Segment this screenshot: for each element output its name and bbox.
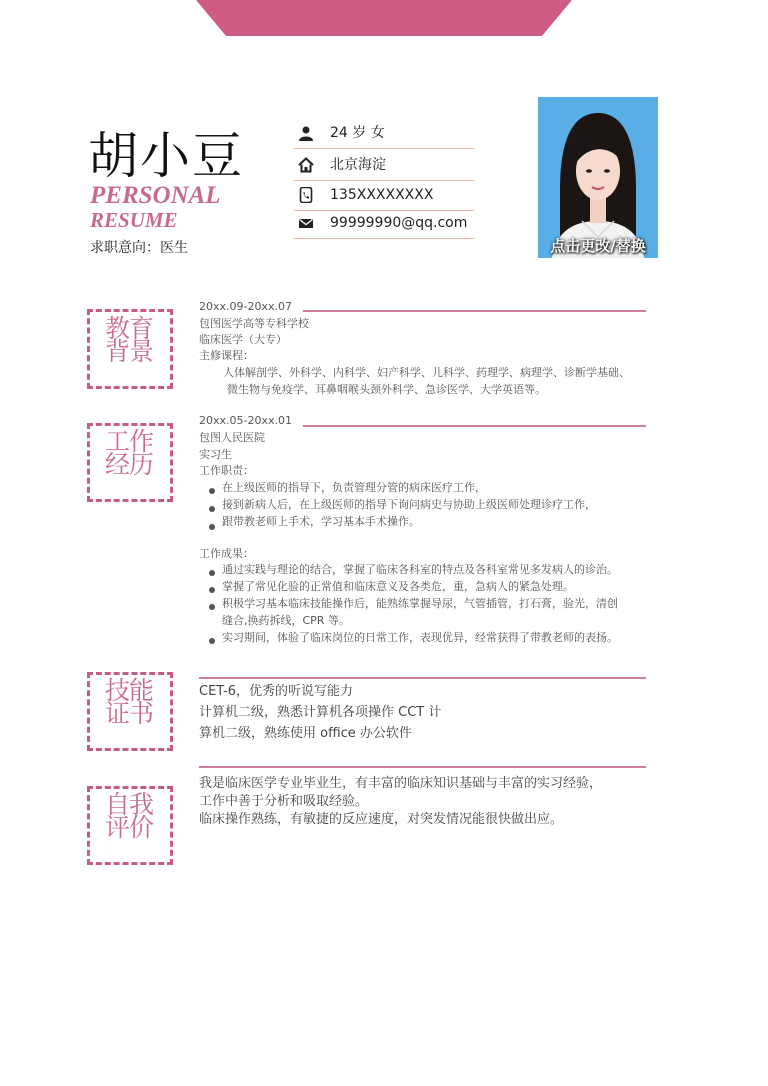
location: 北京海淀 [330,157,386,173]
work-section-label [87,423,173,502]
work-result-item-continued: 缝合,换药拆线，CPR 等。 [222,614,350,627]
home-icon [298,157,314,173]
skills-item: 计算机二级，熟悉计算机各项操作 CCT 计 [199,705,442,720]
email: 99999990@qq.com [330,215,468,231]
education-title-line1: 教育 [105,314,154,343]
self-evaluation-title-line2: 评价 [105,813,154,842]
skills-title-line1: 技能 [105,676,154,705]
bullet-dot [209,506,215,512]
self-evaluation-line: 我是临床医学专业毕业生，有丰富的临床知识基础与丰富的实习经验， [199,776,603,791]
work-duties-label: 工作职责： [199,464,254,477]
education-school: 包图医学高等专科学校 [199,317,309,330]
envelope-icon [298,215,314,231]
skills-section-label [87,672,173,751]
bullet-dot [209,570,215,576]
work-results-label: 工作成果： [199,547,254,560]
work-result-item: 掌握了常见化验的正常值和临床意义及各类危，重，急病人的紧急处理。 [222,580,574,593]
contact-age-row [294,119,474,149]
bullet-dot [209,604,215,610]
age-gender: 24 岁 女 [330,125,385,141]
job-intent: 求职意向：医生 [90,240,188,256]
portrait-illustration [538,97,658,258]
education-major: 临床医学（大专） [199,333,287,346]
self-evaluation-section-label [87,786,173,865]
self-evaluation-title-line1: 自我 [105,790,154,819]
phone-icon [298,187,314,203]
education-title-line2: 背景 [105,337,154,366]
skills-item: CET-6，优秀的听说写能力 [199,684,354,699]
phone: 135XXXXXXXX [330,187,434,203]
work-duty-item: 在上级医师的指导下，负责管理分管的病床医疗工作， [222,481,486,494]
bullet-dot [209,587,215,593]
skills-title-line2: 证书 [105,699,154,728]
work-duty-item: 跟带教老师上手术，学习基本手术操作。 [222,515,420,528]
work-title-line1: 工作 [105,427,154,456]
work-date: 20xx.05-20xx.01 [199,414,292,427]
work-org: 包图人民医院 [199,431,265,444]
work-result-item: 通过实践与理论的结合，掌握了临床各科室的特点及各科室常见多发病人的诊治。 [222,563,618,576]
education-courses-line2: 微生物与免疫学、耳鼻咽喉头颈外科学、急诊医学、大学英语等。 [227,383,546,396]
education-divider [303,310,646,312]
photo-replace-caption[interactable]: 点击更改/替换 [550,237,646,255]
candidate-name: 胡小豆 [88,127,244,185]
self-evaluation-divider [199,766,646,768]
bullet-dot [209,524,215,530]
education-date: 20xx.09-20xx.07 [199,300,292,313]
bullet-dot [209,638,215,644]
bullet-dot [209,488,215,494]
work-result-item: 实习期间，体验了临床岗位的日常工作，表现优异，经常获得了带教老师的表扬。 [222,631,618,644]
top-decoration-band [196,0,572,36]
self-evaluation-line: 临床操作熟练，有敏捷的反应速度，对突发情况能很快做出应。 [199,812,564,827]
education-section-label [87,309,173,389]
work-divider [303,425,646,427]
personal-heading: PERSONAL [90,182,221,209]
education-courses-label: 主修课程： [199,349,254,362]
self-evaluation-line: 工作中善于分析和吸取经验。 [199,794,369,809]
skills-divider [199,677,646,679]
contact-email-row [294,209,474,239]
education-courses-line1: 人体解剖学、外科学、内科学、妇产科学、儿科学、药理学、病理学、诊断学基础、 [223,366,630,379]
work-title-line2: 经历 [105,450,154,479]
resume-heading: RESUME [90,208,178,232]
work-duty-item: 接到新病人后，在上级医师的指导下询问病史与协助上级医师处理诊疗工作， [222,498,596,511]
profile-photo[interactable] [538,97,658,258]
contact-location-row [294,151,474,181]
person-icon [298,125,314,141]
skills-item: 算机二级，熟练使用 office 办公软件 [199,726,412,741]
contact-phone-row [294,181,474,211]
work-result-item: 积极学习基本临床技能操作后，能熟练掌握导尿，气管插管，打石膏，验光，清创 [222,597,618,610]
work-position: 实习生 [199,448,232,461]
